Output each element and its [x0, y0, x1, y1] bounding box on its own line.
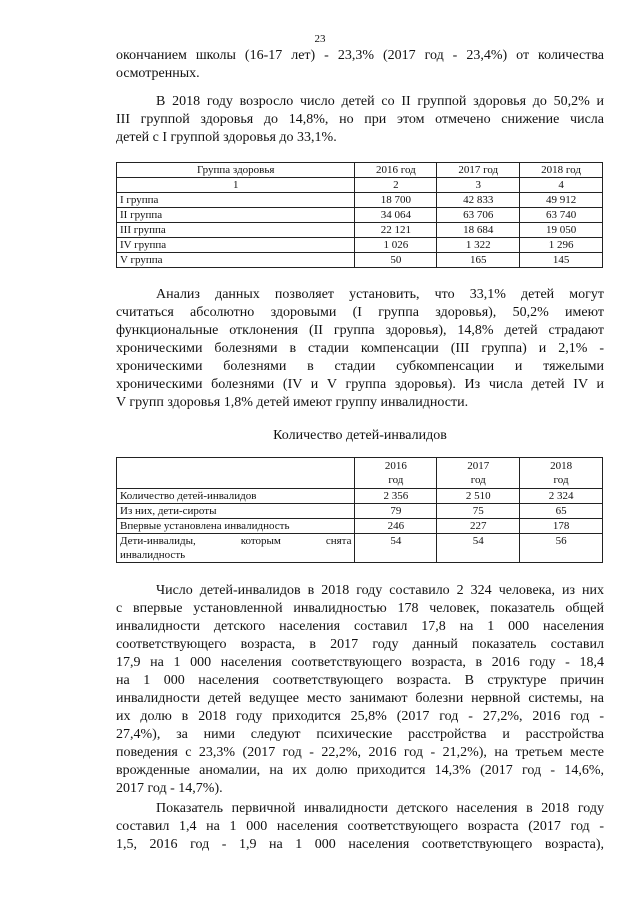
table-cell: 63 706 [437, 208, 520, 223]
table-cell: 3 [437, 178, 520, 193]
table-cell: 2 356 [355, 489, 437, 504]
year-label: 2016 [384, 460, 407, 472]
table-cell: 54 [437, 534, 520, 563]
table-row [117, 504, 603, 519]
table-cell: 79 [355, 504, 437, 519]
text-line: 2017 год - 14,7%). [116, 781, 223, 796]
text-line: с впервые установленной инвалидностью 178 человек, показатель общей [116, 601, 604, 616]
table-header-cell [520, 458, 603, 489]
text-line: хроническими болезнями в стадии компенсации (III группа) и 2,1% - [116, 341, 604, 356]
table-cell: 18 700 [355, 193, 437, 208]
row-label-line: Дети-инвалиды, которым снята [120, 535, 352, 547]
table-cell: 63 740 [520, 208, 603, 223]
table-index-row [117, 178, 603, 193]
table-cell: 54 [355, 534, 437, 563]
text-line: хроническими болезнями в стадии субкомпенсации и тяжелыми [116, 359, 604, 374]
table-row [117, 193, 603, 208]
table-cell: 65 [520, 504, 603, 519]
year-label: 2018 [550, 460, 573, 472]
text-line: на 1 000 населения соответствующего возраста. В структуре причин [116, 673, 604, 688]
table-cell: 145 [520, 253, 603, 268]
text-line: хроническими болезнями (IV и V группа здоровья). Из числа детей IV и [116, 377, 604, 392]
table-cell: II группа [117, 208, 355, 223]
table-row [117, 238, 603, 253]
year-unit: год [388, 474, 404, 486]
table-cell: Из них, дети-сироты [117, 504, 355, 519]
table-header-row [117, 163, 603, 178]
text-line: В 2018 году возросло число детей со II группой здоровья до 50,2% и [156, 94, 604, 109]
table-cell [117, 534, 355, 563]
text-line: поведения с 23,3% (2017 год - 22,2%, 2016 год - 21,2%), на третьем месте [116, 745, 604, 760]
text-line: детей с I группой здоровья до 33,1%. [116, 130, 337, 145]
table-cell: 1 296 [520, 238, 603, 253]
paragraph-1 [116, 47, 604, 83]
text-line: осмотренных. [116, 66, 200, 81]
table-cell: 42 833 [437, 193, 520, 208]
table-cell: 2 [355, 178, 437, 193]
table-header-cell: 2018 год [520, 163, 603, 178]
table-header-cell: 2017 год [437, 163, 520, 178]
table-header-cell [437, 458, 520, 489]
table-header-row [117, 458, 603, 489]
table-row [117, 223, 603, 238]
table-cell: IV группа [117, 238, 355, 253]
row-label-line: инвалидность [120, 549, 186, 561]
text-line: окончанием школы (16-17 лет) - 23,3% (2017 год - 23,4%) от количества [116, 48, 604, 63]
text-line: инвалидности детей ведущее место занимают болезни нервной системы, на [116, 691, 604, 706]
text-line: составил 1,4 на 1 000 населения соответствующего возраста (2017 год - [116, 819, 604, 834]
table-cell: 246 [355, 519, 437, 534]
table-cell: 19 050 [520, 223, 603, 238]
table-cell: V группа [117, 253, 355, 268]
health-groups-table [116, 162, 603, 268]
text-line: соответствующего возраста, в 2017 году данный показатель составил [116, 637, 604, 652]
table-cell: 2 324 [520, 489, 603, 504]
text-line: 27,4%), за ними следуют психические расстройства и расстройства [116, 727, 604, 742]
table-cell: I группа [117, 193, 355, 208]
table-cell: 165 [437, 253, 520, 268]
table-header-cell: 2016 год [355, 163, 437, 178]
table-cell: 227 [437, 519, 520, 534]
text-line: V групп здоровья 1,8% детей имеют группу инвалидности. [116, 395, 469, 410]
table-cell: Впервые установлена инвалидность [117, 519, 355, 534]
table-row [117, 253, 603, 268]
table-cell: 4 [520, 178, 603, 193]
table-row [117, 534, 603, 563]
table-cell: 2 510 [437, 489, 520, 504]
paragraph-4 [116, 582, 604, 798]
text-line: III группой здоровья до 14,8%, но при этом отмечено снижение числа [116, 112, 604, 127]
table-header-cell: Группа здоровья [117, 163, 355, 178]
text-line: Число детей-инвалидов в 2018 году составило 2 324 человека, из них [156, 583, 604, 598]
year-unit: год [553, 474, 569, 486]
table-cell: 49 912 [520, 193, 603, 208]
paragraph-3 [116, 286, 604, 412]
table-cell: 18 684 [437, 223, 520, 238]
table-header-cell [117, 458, 355, 489]
table-cell: 50 [355, 253, 437, 268]
text-line: инвалидности детского населения составил 17,8 на 1 000 населения [116, 619, 604, 634]
table-cell: 34 064 [355, 208, 437, 223]
page-number: 23 [314, 33, 326, 45]
table-cell: 56 [520, 534, 603, 563]
year-label: 2017 [467, 460, 490, 472]
text-line: 17,9 на 1 000 населения соответствующего возраста, в 2016 году - 18,4 [116, 655, 604, 670]
table-row [117, 489, 603, 504]
text-line: Анализ данных позволяет установить, что 33,1% детей могут [156, 287, 604, 302]
text-line: врожденные аномалии, на их долю приходится 14,3% (2017 год - 14,6%, [116, 763, 604, 778]
text-line: функциональные отклонения (II группа здоровья), 14,8% детей страдают [116, 323, 604, 338]
table-row [117, 519, 603, 534]
table-cell: 1 [117, 178, 355, 193]
disabled-children-table [116, 457, 603, 563]
table-cell: 22 121 [355, 223, 437, 238]
table-cell: Количество детей-инвалидов [117, 489, 355, 504]
table-cell: 178 [520, 519, 603, 534]
text-line: считаться абсолютно здоровыми (I группа здоровья), 50,2% имеют [116, 305, 604, 320]
table-header-cell [355, 458, 437, 489]
text-line: их долю в 2018 году приходится 25,8% (2017 год - 27,2%, 2016 год - [116, 709, 604, 724]
year-unit: год [470, 474, 486, 486]
table-row [117, 208, 603, 223]
paragraph-5 [116, 800, 604, 854]
table-cell: III группа [117, 223, 355, 238]
table2-title: Количество детей-инвалидов [273, 428, 447, 443]
table-cell: 1 322 [437, 238, 520, 253]
text-line: 1,5, 2016 год - 1,9 на 1 000 населения соответствующего возраста), [116, 837, 604, 852]
paragraph-2 [116, 93, 604, 147]
table-cell: 1 026 [355, 238, 437, 253]
table-cell: 75 [437, 504, 520, 519]
text-line: Показатель первичной инвалидности детского населения в 2018 году [156, 801, 604, 816]
